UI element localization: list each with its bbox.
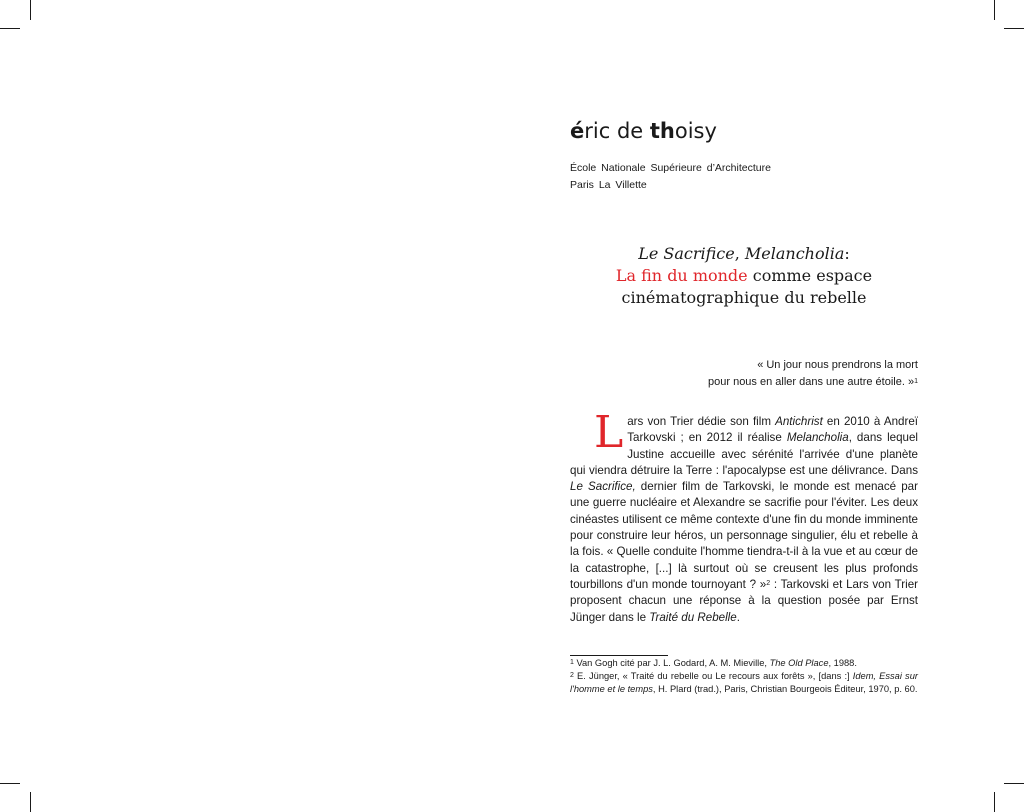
body-text: en 2010 à Andreï Tarkovski ; en 2012 il réalise [627, 415, 918, 445]
footnote-1 [570, 657, 918, 670]
author-name [570, 119, 717, 143]
footnote-text: , 1988. [828, 658, 857, 668]
title-line-2 [570, 265, 918, 287]
affiliation-line-1: École Nationale Supérieure d’Architecture [570, 162, 771, 174]
epigraph [708, 357, 918, 391]
crop-mark [30, 0, 31, 20]
crop-mark [994, 792, 995, 812]
footnote-italic: Idem, Essai sur l'homme et le temps [570, 671, 918, 694]
footnotes [570, 657, 918, 696]
crop-mark [1004, 28, 1024, 29]
epigraph-text: pour nous en aller dans une autre étoile. » [708, 376, 915, 388]
crop-mark [1004, 783, 1024, 784]
crop-mark [994, 0, 995, 20]
epigraph-line-1: « Un jour nous prendrons la mort [757, 359, 918, 371]
body-italic: Antichrist [775, 415, 823, 428]
author-text: ric de [584, 119, 650, 143]
footnote-text: Van Gogh cité par J. L. Godard, A. M. Mieville, [573, 658, 770, 668]
title-line-3: cinématographique du rebelle [621, 288, 867, 307]
footnote-ref: 1 [914, 378, 918, 385]
body-text: . [736, 610, 740, 624]
crop-mark [30, 792, 31, 812]
affiliation-line-2: Paris La Villette [570, 179, 647, 191]
author-bold: th [649, 119, 675, 143]
footnote-ref: 2 [766, 579, 771, 587]
author-text: oisy [674, 119, 717, 143]
title-separator: : [844, 244, 850, 263]
body-italic: Le Sacrifice, [570, 480, 636, 494]
crop-mark [0, 28, 20, 29]
body-text: dernier film de Tarkovski, le monde est menacé par une guerre nucléaire et Alexandre se sacrifie pour l'éviter. Les deux cinéastes utilisent ce même contexte d'une fin du monde imminente pour construire leur héros, un personnage singulier, élu et rebelle à la fois. « Quelle conduite l'homme tiendra-t-il à la vue et au cœur de la catastrophe, [...] là surtout où se creusent les plus profonds tourbillons d'un monde tournoyant ? » [570, 480, 918, 591]
footnote-number: 1 [570, 659, 574, 666]
body-italic: Traité du Rebelle [649, 610, 737, 624]
title-film-1: Le Sacrifice [638, 244, 735, 263]
title-highlight: La fin du monde [615, 266, 748, 285]
body-text: ars von Trier dédie son film [627, 415, 776, 428]
article-title [570, 243, 918, 309]
footnote-number: 2 [570, 672, 574, 679]
crop-mark [0, 783, 20, 784]
body-paragraph [570, 407, 919, 626]
footnote-rule [570, 655, 668, 656]
footnote-text: E. Jünger, « Traité du rebelle ou Le recours aux forêts », [dans :] [573, 671, 853, 681]
footnote-text: , H. Plard (trad.), Paris, Christian Bourgeois Éditeur, 1970, p. 60. [652, 684, 918, 694]
body-italic: Melancholia [786, 431, 849, 445]
footnote-italic: The Old Place [769, 658, 829, 668]
title-film-2: Melancholia [744, 244, 845, 263]
body-text: : Tarkovski et Lars von Trier proposent chacun une réponse à la question posée par Ernst Jünger dans le [570, 577, 918, 624]
author-initial-bold: é [570, 119, 585, 143]
title-separator: , [734, 244, 745, 263]
title-line-1 [570, 243, 918, 265]
body-text: , dans lequel Justine accueille avec sérénité l'arrivée d'une planète qui viendra détruire la Terre : l'apocalypse est une délivrance. Dans [570, 431, 919, 477]
epigraph-line-2 [708, 374, 918, 391]
title-text: comme espace [747, 266, 873, 285]
drop-cap: L [594, 407, 624, 458]
footnote-2 [570, 670, 918, 696]
